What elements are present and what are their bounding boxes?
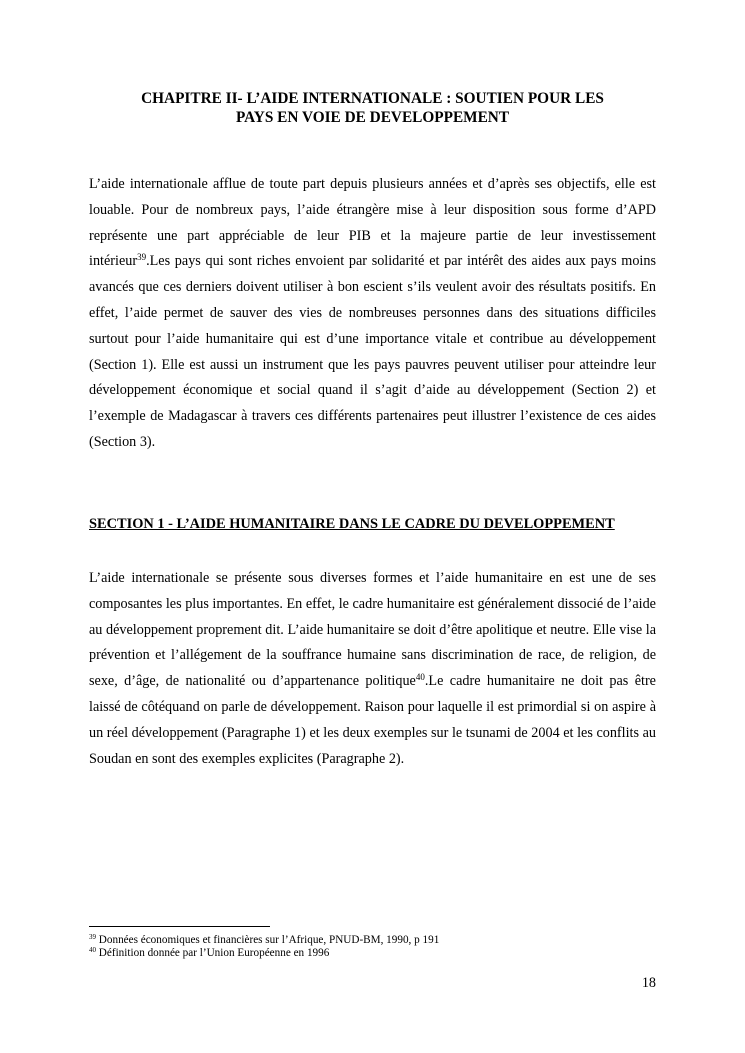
footnote-39-text: Données économiques et financières sur l’Afrique, PNUD-BM, 1990, p 191	[96, 934, 440, 946]
intro-text-part-2: .Les pays qui sont riches envoient par solidarité et par intérêt des aides aux pays moins avancés que ces derniers doivent utiliser à bon escient s’ils veulent avoir des résultats positifs. En effet, l’aide permet de sauver des vies de nombreuses personnes dans des situations difficiles surtout pour l’aide humanitaire qui est d’une importance vitale et contribue au développement (Section 1). Elle est aussi un instrument que les pays pauvres peuvent utiliser pour atteindre leur développement économique et social quand il s’agit d’aide au développement (Section 2) et l’exemple de Madagascar à travers ces différents partenaires peut illustrer l’existence de ces aides (Section 3).	[89, 253, 656, 450]
footnote-separator	[89, 926, 270, 927]
section-1-text-part-1: L’aide internationale se présente sous diverses formes et l’aide humanitaire en est une de ses composantes les plus importantes. En effet, le cadre humanitaire est généralement dissocié de l’aide au développement proprement dit. L’aide humanitaire se doit d’être apolitique et neutre. Elle vise la prévention et l’allégement de la souffrance humaine sans discrimination de race, de religion, de sexe, d’âge, de nationalité ou d’appartenance politique	[89, 570, 656, 690]
footnote-ref-39[interactable]: 39	[137, 252, 147, 263]
footnote-40	[89, 947, 329, 960]
chapter-title-line-2: PAYS EN VOIE DE DEVELOPPEMENT	[235, 109, 510, 126]
footnote-40-text: Définition donnée par l’Union Européenne en 1996	[96, 947, 330, 959]
footnote-39	[89, 934, 439, 947]
footnote-ref-40[interactable]: 40	[415, 672, 425, 683]
intro-paragraph	[89, 172, 656, 456]
chapter-title-line-1: CHAPITRE II- L’AIDE INTERNATIONALE : SOUTIEN POUR LES	[141, 90, 604, 107]
section-1-paragraph	[89, 566, 656, 772]
section-1-text-part-2: .Le cadre humanitaire ne doit pas être laissé de côtéquand on parle de développement. Raison pour laquelle il est primordial si on aspire à un réel développement (Paragraphe 1) et les deux exemples sur le tsunami de 2004 et les conflits au Soudan en sont des exemples explicites (Paragraphe 2).	[89, 673, 656, 767]
chapter-title	[89, 89, 656, 127]
page-number: 18	[641, 975, 656, 991]
intro-text-part-1: L’aide internationale afflue de toute part depuis plusieurs années et d’après ses objectifs, elle est louable. Pour de nombreux pays, l’aide étrangère mise à leur disposition sous forme d’APD représente une part appréciable de leur PIB et la majeure partie de leur investissement intérieur	[89, 176, 656, 270]
footnote-39-number: 39	[89, 933, 96, 941]
section-1-title: SECTION 1 - L’AIDE HUMANITAIRE DANS LE CADRE DU DEVELOPPEMENT	[89, 516, 615, 532]
footnote-40-number: 40	[89, 946, 96, 954]
